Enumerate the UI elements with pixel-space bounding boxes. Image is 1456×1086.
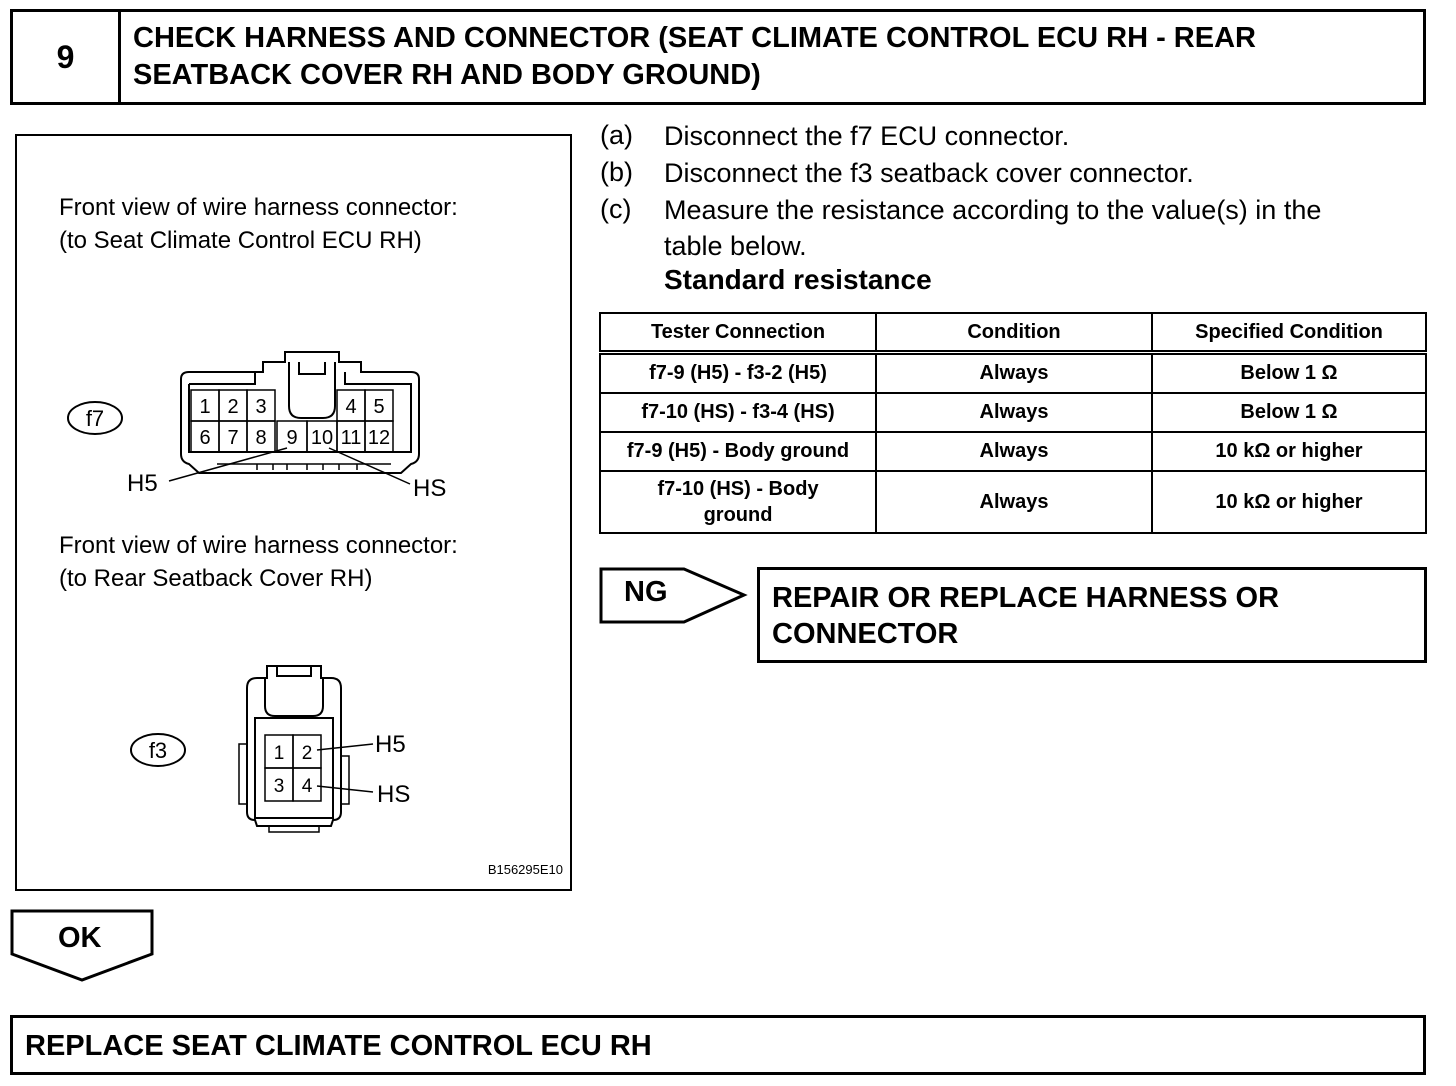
table-row	[600, 432, 1426, 471]
f7-pin-2: 2	[227, 396, 239, 418]
f7-hs-label: HS	[413, 475, 447, 502]
f3-housing	[247, 666, 341, 826]
f7-pin-5: 5	[373, 396, 385, 418]
instruction-c-line-2: table below.	[664, 231, 807, 261]
ng-result-box	[757, 567, 1427, 663]
step-title-line-2: SEATBACK COVER RH AND BODY GROUND)	[133, 59, 761, 91]
cell-specified: 10 kΩ or higher	[1152, 471, 1426, 533]
ng-arrow	[598, 566, 750, 626]
connector-figure	[15, 134, 572, 891]
f3-connector-drawing	[131, 666, 410, 832]
ng-result-line-2: CONNECTOR	[772, 618, 959, 650]
f3-label: f3	[148, 738, 168, 763]
cell-condition: Always	[876, 353, 1152, 394]
step-header	[10, 9, 1426, 105]
table-header-row	[600, 313, 1426, 353]
f3-pin-4: 4	[301, 776, 313, 797]
cell-specified: Below 1 Ω	[1152, 353, 1426, 394]
instruction-c-text	[664, 192, 1321, 264]
cell-condition: Always	[876, 393, 1152, 432]
ok-result-box: REPLACE SEAT CLIMATE CONTROL ECU RH	[10, 1015, 1426, 1075]
f7-pin-8: 8	[255, 427, 267, 449]
f3-hs-label: HS	[377, 781, 411, 808]
f7-connector-drawing	[68, 352, 446, 502]
f7-pin-6: 6	[199, 427, 211, 449]
cell-condition: Always	[876, 471, 1152, 533]
f7-hs-leader	[329, 448, 410, 484]
f3-caption-line-2: (to Rear Seatback Cover RH)	[59, 565, 373, 592]
instruction-c-line-1: Measure the resistance according to the value(s) in the	[664, 195, 1322, 225]
f7-pin-1: 1	[199, 396, 211, 418]
instruction-b-text: Disconnect the f3 seatback cover connector.	[664, 158, 1194, 188]
cell-connection-line-2: ground	[703, 504, 773, 526]
connector-diagrams	[17, 136, 570, 889]
instruction-a-text: Disconnect the f7 ECU connector.	[664, 121, 1070, 151]
f3-h5-label: H5	[375, 731, 406, 758]
f7-pin-10: 10	[310, 427, 334, 449]
f7-h5-label: H5	[127, 470, 158, 497]
f7-caption-line-2: (to Seat Climate Control ECU RH)	[59, 227, 422, 254]
table-row	[600, 393, 1426, 432]
instruction-b-label: (b)	[600, 157, 633, 187]
cell-connection: f7-9 (H5) - f3-2 (H5)	[600, 353, 876, 394]
f3-caption-line-1: Front view of wire harness connector:	[59, 532, 458, 559]
ng-result-line-1: REPAIR OR REPLACE HARNESS OR	[772, 582, 1280, 614]
ok-label: OK	[58, 922, 102, 954]
table-row	[600, 353, 1426, 394]
figure-id: B156295E10	[487, 862, 563, 877]
f7-caption-line-1: Front view of wire harness connector:	[59, 194, 458, 221]
standard-resistance-heading: Standard resistance	[664, 264, 932, 295]
step-title-line-1: CHECK HARNESS AND CONNECTOR (SEAT CLIMATE CONTROL ECU RH - REAR	[133, 22, 1256, 54]
header-tester-connection: Tester Connection	[600, 313, 876, 353]
header-condition: Condition	[876, 313, 1152, 353]
instruction-c-label: (c)	[600, 194, 632, 224]
step-title	[133, 20, 1413, 94]
f3-h5-leader	[317, 744, 373, 750]
f3-pin-2: 2	[301, 743, 313, 764]
f3-pin-1: 1	[273, 743, 285, 764]
cell-specified: Below 1 Ω	[1152, 393, 1426, 432]
instruction-a-label: (a)	[600, 120, 633, 150]
f7-pin-7: 7	[227, 427, 239, 449]
resistance-table	[599, 312, 1427, 534]
f7-latch	[289, 362, 335, 418]
cell-connection	[600, 471, 876, 533]
cell-connection-line-1: f7-10 (HS) - Body	[657, 478, 819, 500]
f7-pin-4: 4	[345, 396, 357, 418]
cell-connection: f7-9 (H5) - Body ground	[600, 432, 876, 471]
cell-specified: 10 kΩ or higher	[1152, 432, 1426, 471]
f7-pin-3: 3	[255, 396, 267, 418]
f3-pin-3: 3	[273, 776, 285, 797]
f7-label: f7	[85, 406, 105, 431]
f3-hs-leader	[317, 786, 373, 792]
cell-connection: f7-10 (HS) - f3-4 (HS)	[600, 393, 876, 432]
f7-pin-11: 11	[340, 427, 362, 449]
step-number: 9	[13, 12, 121, 102]
ng-label: NG	[624, 576, 668, 608]
f7-pin-12: 12	[367, 427, 391, 449]
cell-condition: Always	[876, 432, 1152, 471]
f7-pin-9: 9	[286, 427, 298, 449]
header-specified-condition: Specified Condition	[1152, 313, 1426, 353]
table-row	[600, 471, 1426, 533]
